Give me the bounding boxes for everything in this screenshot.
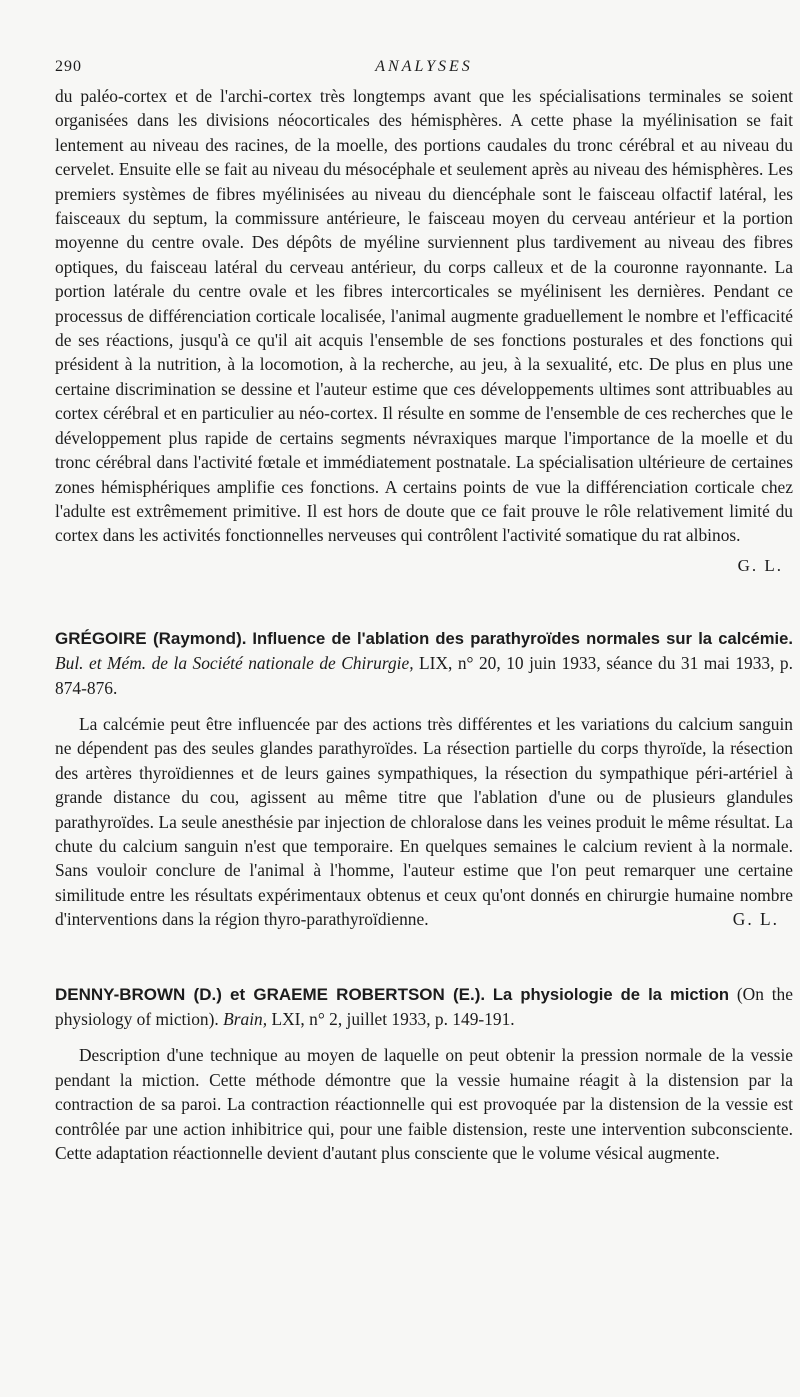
entry-abstract [55, 712, 793, 932]
entry-title: Influence de l'ablation des parathyroïdes normales sur la calcémie. [252, 628, 793, 648]
entry-signature: G. L. [732, 909, 779, 930]
running-title: ANALYSES [375, 58, 473, 75]
entry-heading [55, 626, 793, 700]
abstract-entry-denny-brown [55, 982, 793, 1166]
abstract-entry-gregoire [55, 626, 793, 932]
entry-source-prefix: (On the physiology of miction). [55, 983, 793, 1029]
running-header [55, 58, 793, 84]
entry-author: GRÉGOIRE (Raymond). [55, 628, 247, 648]
journal-page [55, 58, 793, 1165]
entry-source: Bul. et Mém. de la Société nationale de Chirurgie, [55, 653, 414, 674]
entry-heading [55, 982, 793, 1032]
entry-author: DENNY-BROWN (D.) et GRAEME ROBERTSON (E.). [55, 984, 486, 1004]
page-number: 290 [55, 58, 82, 75]
entry-abstract: Description d'une technique au moyen de laquelle on peut obtenir la pression normale de la vessie pendant la miction. Cette méthode démontre que la vessie humaine réagit à la distension par la contraction de sa paroi. La contraction réactionnelle qui est provoquée par la distension de la vessie est contrôlée par une action inhibitrice qui, pour une faible distension, reste une intervention subconsciente. Cette adaptation réactionnelle devient d'autant plus consciente que le volume vésical augmente. [55, 1045, 793, 1164]
entry-citation: LXI, n° 2, juillet 1933, p. 149-191. [271, 1009, 515, 1029]
entry-title: La physiologie de la miction [492, 984, 730, 1004]
entry-citation: LIX, n° 20, 10 juin 1933, séance du 31 mai 1933, p. 874-876. [55, 653, 793, 698]
continuation-paragraph: du paléo-cortex et de l'archi-cortex très longtemps avant que les spécialisations terminales se soient organisées dans les divisions néocorticales des hémisphères. A cette phase la myélinisation se fait lentement au niveau des racines, de la moelle, des portions caudales du tronc cérébral et au niveau du cervelet. Ensuite elle se fait au niveau du mésocéphale et seulement après au niveau des hémisphères. Les premiers systèmes de fibres myélinisées au niveau du diencéphale sont le faisceau olfactif latéral, les faisceaux du septum, la commissure antérieure, le faisceau moyen du cerveau antérieur et la portion moyenne du centre ovale. Des dépôts de myéline surviennent plus tardivement au niveau des fibres optiques, du faisceau latéral du cerveau antérieur, du corps calleux et de la couronne rayonnante. La portion latérale du centre ovale et les fibres intercorticales se myélinisent les dernières. Pendant ce processus de différenciation corticale localisée, l'animal augmente graduellement le nombre et l'efficacité de ses réactions, jusqu'à ce qu'il ait acquis l'ensemble de ses fonctions posturales et des fonctions qui président à la nutrition, à la locomotion, à la recherche, au jeu, à la sexualité, etc. De plus en plus une certaine discrimination se dessine et l'auteur estime que ces développements ultimes sont attribuables au cortex cérébral et en particulier au néo-cortex. Il résulte en somme de l'ensemble de ces recherches que le développement plus rapide de certains segments névraxiques marque l'importance de la moelle et du tronc cérébral dans l'activité fœtale et immédiatement postnatale. La spécialisation ultérieure de certaines zones hémisphériques amplifie ces fonctions. A certains points de vue la différenciation corticale chez l'adulte est extrêmement primitive. Il est hors de doute que ce fait prouve le rôle relativement limité du cortex dans les activités fonctionnelles nerveuses qui contrôlent l'activité somatique du rat albinos. [55, 86, 793, 546]
entry-source: Brain, [223, 1009, 268, 1029]
continuation-signature: G. L. [737, 555, 783, 575]
entry-abstract-text: La calcémie peut être influencée par des actions très différentes et les variations du calcium sanguin ne dépendent pas des seules glandes parathyroïdes. La résection partielle du corps thyroïde, la résection des artères thyroïdiennes et de leurs gaines sympathiques, la résection du sympathique péri-artériel à grande distance du cou, agissent au même titre que l'ablation d'une ou de plusieurs glandules parathyroïdes. La seule anesthésie par injection de chloralose dans les veines produit le même résultat. La chute du calcium sanguin n'est que temporaire. En quelques semaines le calcium revient à la normale. Sans vouloir conclure de l'animal à l'homme, l'auteur estime que l'on peut remarquer une certaine similitude entre les résultats expérimentaux obtenus et ceux qu'ont donnés en chirurgie humaine nombre d'interventions dans la région thyro-parathyroïdienne. [55, 713, 793, 930]
